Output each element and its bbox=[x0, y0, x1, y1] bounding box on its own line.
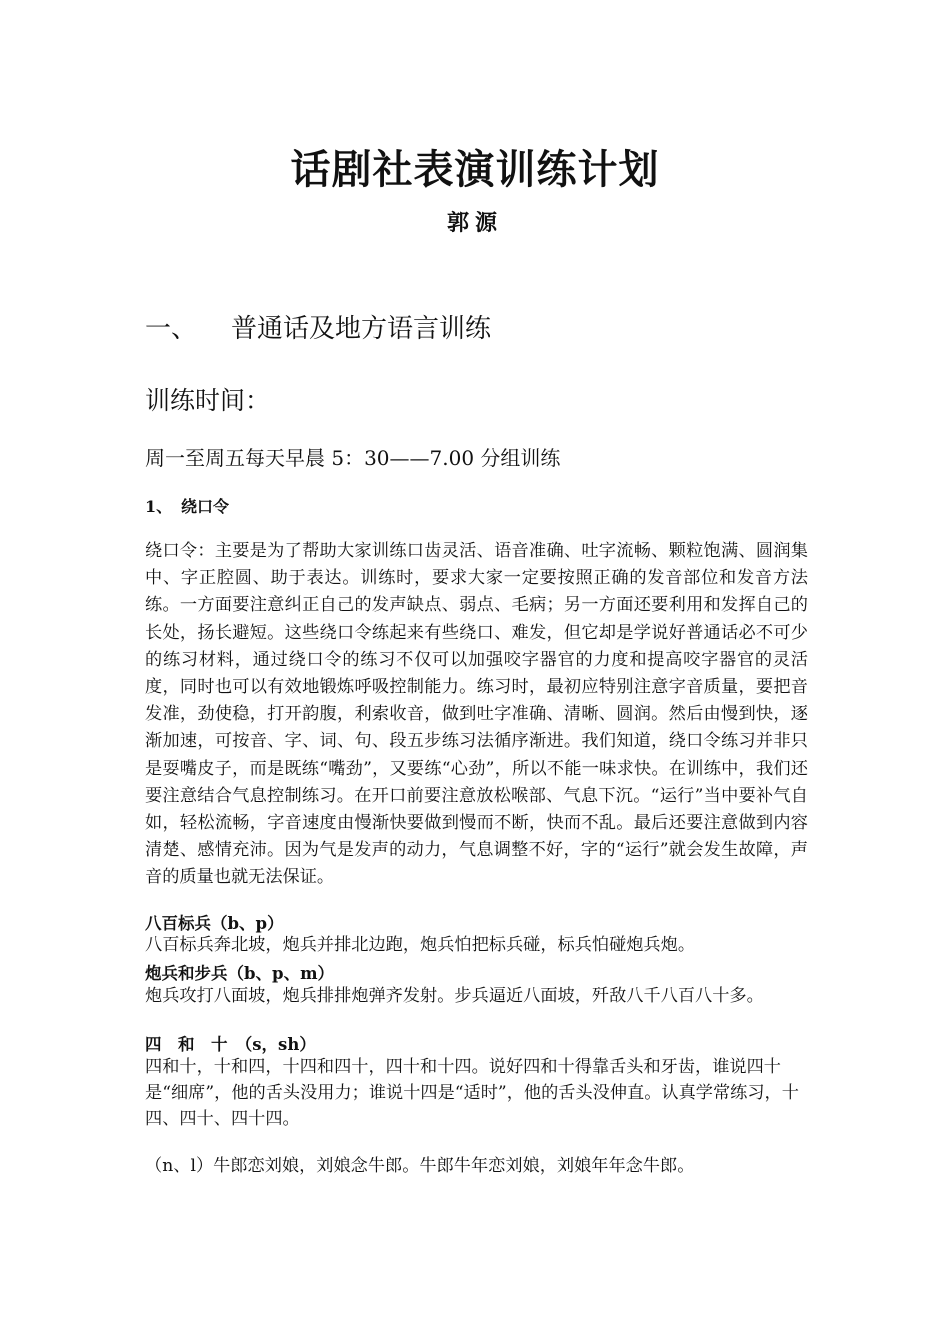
twister-text: 炮兵攻打八面坡，炮兵排排炮弹齐发射。步兵逼近八面坡，歼敌八千八百八十多。 bbox=[145, 986, 764, 1006]
twister-text: （n、l）牛郎恋刘娘，刘娘念牛郎。牛郎牛年恋刘娘，刘娘年年念牛郎。 bbox=[145, 1156, 695, 1176]
subsection-title: 绕口令 bbox=[181, 497, 230, 516]
document-title: 话剧社表演训练计划 bbox=[290, 147, 660, 193]
twister-text: 四和十，十和四，十四和四十，四十和十四。说好四和十得靠舌头和牙齿，谁说四十是“细席”，他的舌头没用力；谁说十四是“适时”，他的舌头没伸直。认真学常练习，十四、四十、四十四。 bbox=[145, 1057, 799, 1129]
section-title: 普通话及地方语言训练 bbox=[231, 314, 492, 344]
twister-text: 八百标兵奔北坡，炮兵并排北边跑，炮兵怕把标兵碰，标兵怕碰炮兵炮。 bbox=[145, 935, 696, 955]
twister-title: 炮兵和步兵（b、p、m） bbox=[145, 964, 335, 983]
subsection-number: 1、 bbox=[145, 497, 173, 516]
section-number: 一、 bbox=[145, 314, 198, 344]
subsection-heading bbox=[145, 494, 229, 517]
training-schedule: 周一至周五每天早晨 5：30——7.00 分组训练 bbox=[145, 446, 561, 470]
intro-paragraph: 绕口令：主要是为了帮助大家训练口齿灵活、语音准确、吐字流畅、颗粒饱满、圆润集中、字正腔圆、助于表达。训练时，要求大家一定要按照正确的发音部位和发音方法练。一方面要注意纠正自己的发声缺点、弱点、毛病；另一方面还要利用和发挥自己的长处，扬长避短。这些绕口令练起来有些绕口、难发，但它却是学说好普通话必不可少的练习材料，通过绕口令的练习不仅可以加强咬字器官的力度和提高咬字器官的灵活度，同时也可以有效地锻炼呼吸控制能力。练习时，最初应特别注意字音质量，要把音发准，劲使稳，打开韵腹，利索收音，做到吐字准确、清晰、圆润。然后由慢到快，逐渐加速，可按音、字、词、句、段五步练习法循序渐进。我们知道，绕口令练习并非只是耍嘴皮子，而是既练“嘴劲”，又要练“心劲”，所以不能一味求快。在训练中，我们还要注意结合气息控制练习。在开口前要注意放松喉部、气息下沉。“运行”当中要补气自如，轻松流畅，字音速度由慢渐快要做到慢而不断，快而不乱。最后还要注意做到内容清楚、感情充沛。因为气是发声的动力，气息调整不好，字的“运行”就会发生故障，声音的质量也就无法保证。 bbox=[145, 541, 808, 888]
training-time-label: 训练时间： bbox=[145, 386, 271, 415]
document-author: 郭源 bbox=[446, 210, 503, 236]
section-heading bbox=[145, 308, 491, 345]
twister-title: 八百标兵（b、p） bbox=[145, 914, 284, 933]
twister-title: 四 和 十 （s，sh） bbox=[145, 1035, 316, 1054]
